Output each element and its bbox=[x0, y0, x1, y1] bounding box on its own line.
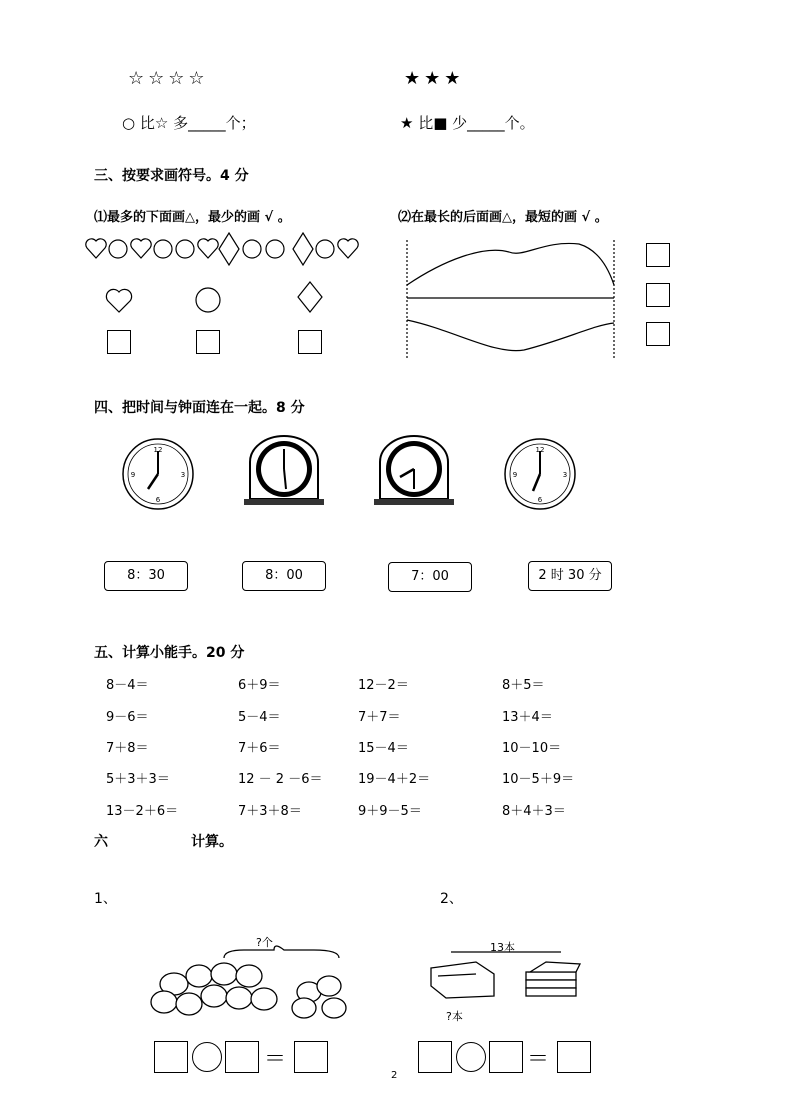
diamond-icon bbox=[298, 282, 322, 312]
equation-box[interactable] bbox=[418, 1041, 452, 1073]
section-6-title: 计算。 bbox=[191, 834, 233, 850]
calc-item: 9－6＝ bbox=[106, 710, 149, 725]
svg-text:12: 12 bbox=[535, 446, 545, 454]
equation-box[interactable] bbox=[557, 1041, 591, 1073]
filled-stars: ★★★ bbox=[404, 68, 465, 89]
time-box-3[interactable]: 7：00 bbox=[388, 562, 472, 592]
circle-icon bbox=[109, 240, 127, 258]
books-unknown-label: ?本 bbox=[446, 1010, 463, 1023]
compare-question-1: ○ 比☆ 多_____个； bbox=[122, 114, 256, 132]
svg-text:3: 3 bbox=[180, 471, 186, 479]
answer-box[interactable] bbox=[196, 330, 220, 354]
answer-box[interactable] bbox=[107, 330, 131, 354]
heart-icon bbox=[198, 239, 218, 258]
diamond-icon bbox=[293, 233, 313, 265]
svg-text:6: 6 bbox=[537, 496, 543, 504]
circle-icon bbox=[316, 240, 334, 258]
equation-box[interactable] bbox=[154, 1041, 188, 1073]
section-3-q1: ⑴最多的下面画△，最少的画 √ 。 bbox=[94, 210, 291, 225]
circle-icon bbox=[243, 240, 261, 258]
calc-item: 7＋8＝ bbox=[106, 741, 149, 756]
compare-question-2: ★ 比■ 少_____个。 bbox=[400, 114, 535, 132]
problem-1-label: 1、 bbox=[94, 891, 117, 907]
calc-item: 7＋6＝ bbox=[238, 741, 281, 756]
heart-icon bbox=[106, 289, 131, 312]
calc-item: 19－4＋2＝ bbox=[358, 772, 431, 787]
calc-item: 7＋7＝ bbox=[358, 710, 401, 725]
svg-text:9: 9 bbox=[130, 471, 136, 479]
calc-item: 10－10＝ bbox=[502, 741, 562, 756]
calc-item: 10－5＋9＝ bbox=[502, 772, 575, 787]
page-number: 2 bbox=[391, 1070, 398, 1081]
calc-item: 12－2＝ bbox=[358, 678, 409, 693]
calc-item: 5－4＝ bbox=[238, 710, 281, 725]
calc-item: 6＋9＝ bbox=[238, 678, 281, 693]
section-6-prefix: 六 bbox=[94, 834, 108, 850]
answer-box[interactable] bbox=[646, 243, 670, 267]
svg-text:6: 6 bbox=[155, 496, 161, 504]
diamond-icon bbox=[219, 233, 239, 265]
calc-item: 12 － 2 －6＝ bbox=[238, 772, 323, 787]
answer-box[interactable] bbox=[646, 283, 670, 307]
calc-item: 8＋4＋3＝ bbox=[502, 804, 566, 819]
calc-item: 15－4＝ bbox=[358, 741, 409, 756]
heart-icon bbox=[131, 239, 151, 258]
calc-item: 13－2＋6＝ bbox=[106, 804, 179, 819]
wall-clock-2-icon bbox=[503, 437, 578, 512]
circle-icon bbox=[266, 240, 284, 258]
equals-sign: ＝ bbox=[264, 1047, 287, 1072]
lines-figure bbox=[404, 240, 624, 360]
operator-circle[interactable] bbox=[192, 1042, 222, 1072]
svg-text:9: 9 bbox=[512, 471, 518, 479]
equation-box[interactable] bbox=[294, 1041, 328, 1073]
svg-text:3: 3 bbox=[562, 471, 568, 479]
operator-circle[interactable] bbox=[456, 1042, 486, 1072]
circle-icon bbox=[196, 288, 220, 312]
circle-icon bbox=[154, 240, 172, 258]
books-figure bbox=[426, 946, 586, 1016]
equation-box[interactable] bbox=[225, 1041, 259, 1073]
calc-item: 5＋3＋3＝ bbox=[106, 772, 170, 787]
answer-box[interactable] bbox=[298, 330, 322, 354]
books-total-label: 13本 bbox=[490, 941, 515, 954]
time-box-4[interactable]: 2 时 30 分 bbox=[528, 561, 612, 591]
calc-item: 8－4＝ bbox=[106, 678, 149, 693]
svg-text:12: 12 bbox=[153, 446, 163, 454]
problem-2-label: 2、 bbox=[440, 891, 463, 907]
equation-box[interactable] bbox=[489, 1041, 523, 1073]
answer-box[interactable] bbox=[646, 322, 670, 346]
apples-unknown-label: ?个 bbox=[256, 936, 273, 949]
calc-item: 8＋5＝ bbox=[502, 678, 545, 693]
desk-clock-2-icon bbox=[370, 437, 458, 507]
calc-item: 13＋4＝ bbox=[502, 710, 553, 725]
equals-sign: ＝ bbox=[527, 1047, 550, 1072]
section-5-title: 五、计算小能手。20 分 bbox=[94, 645, 245, 661]
time-box-1[interactable]: 8：30 bbox=[104, 561, 188, 591]
heart-icon bbox=[338, 239, 358, 258]
circle-icon bbox=[176, 240, 194, 258]
wall-clock-1-icon bbox=[121, 437, 196, 512]
desk-clock-1-icon bbox=[240, 437, 328, 507]
calc-item: 7＋3＋8＝ bbox=[238, 804, 302, 819]
hollow-stars: ☆☆☆☆ bbox=[128, 68, 209, 89]
section-3-title: 三、按要求画符号。4 分 bbox=[94, 168, 249, 184]
section-3-q2: ⑵在最长的后面画△，最短的画 √ 。 bbox=[398, 210, 608, 225]
section-4-title: 四、把时间与钟面连在一起。8 分 bbox=[94, 400, 305, 416]
time-box-2[interactable]: 8：00 bbox=[242, 561, 326, 591]
apples-figure bbox=[144, 944, 359, 1024]
calc-item: 9＋9－5＝ bbox=[358, 804, 422, 819]
heart-icon bbox=[86, 239, 106, 258]
